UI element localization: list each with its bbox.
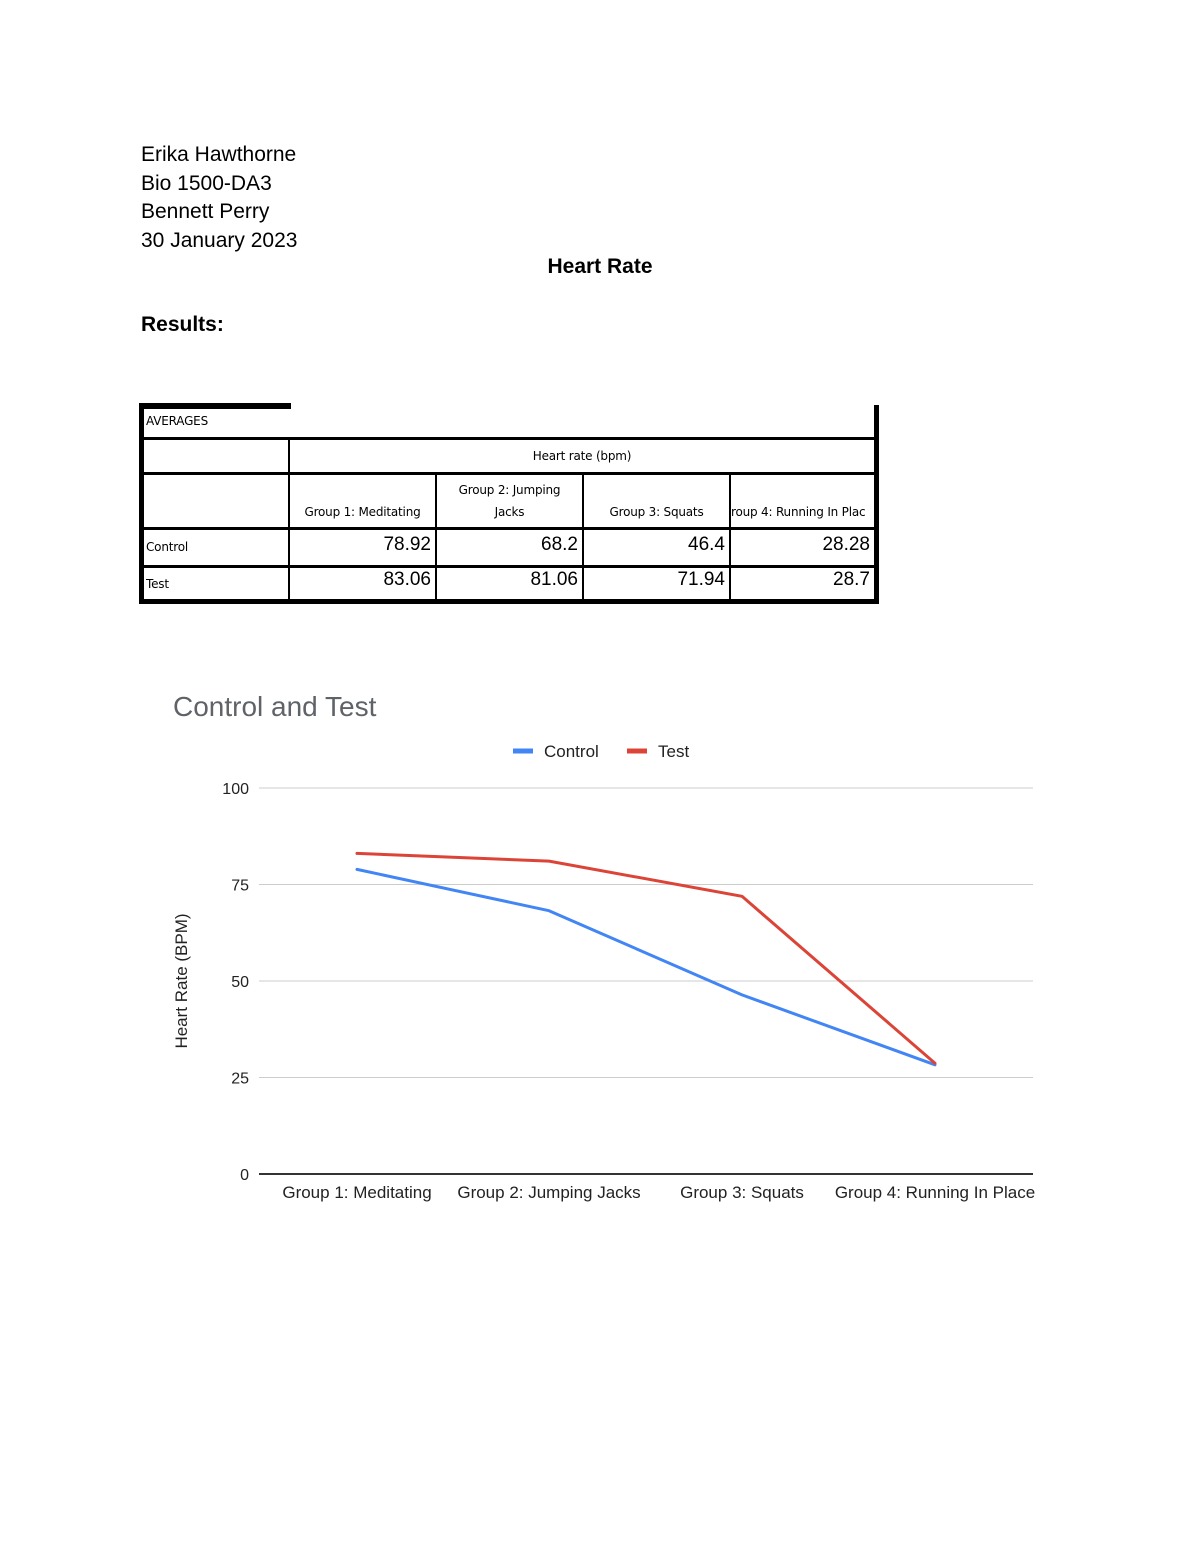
series-line-control — [357, 869, 935, 1064]
y-tick-label: 25 — [231, 1070, 249, 1088]
table-top-border — [139, 403, 291, 409]
column-header: Group 1: Meditating — [304, 505, 421, 519]
chart-canvas — [160, 670, 1060, 1230]
document-header — [141, 141, 297, 255]
document-title: Heart Rate — [547, 255, 653, 278]
document-date: 30 January 2023 — [141, 228, 298, 252]
table-rule — [143, 527, 877, 530]
line-chart — [160, 670, 1060, 1230]
legend-label-test: Test — [658, 742, 690, 761]
y-tick-label: 100 — [222, 781, 249, 798]
table-rule — [143, 565, 877, 568]
chart-title: Control and Test — [173, 691, 377, 722]
table-rule — [143, 472, 877, 475]
table-right-border — [874, 405, 879, 603]
table-caption: AVERAGES — [146, 414, 208, 428]
legend-label-control: Control — [544, 742, 599, 761]
column-header-line2: Jacks — [494, 505, 525, 519]
table-bottom-border — [139, 599, 879, 604]
x-tick-label: Group 1: Meditating — [282, 1183, 432, 1202]
y-tick-label: 50 — [231, 974, 249, 991]
table-cell: 83.06 — [383, 569, 431, 590]
table-cell: 28.7 — [833, 569, 870, 590]
y-axis-label: Heart Rate (BPM) — [172, 913, 191, 1049]
table-cell: 78.92 — [383, 534, 431, 555]
table-cell: 81.06 — [530, 569, 578, 590]
author-name: Erika Hawthorne — [141, 143, 297, 166]
column-header: Group 3: Squats — [609, 505, 704, 519]
y-tick-label: 75 — [231, 877, 249, 895]
table-left-border — [139, 407, 144, 603]
x-tick-label: Group 2: Jumping Jacks — [457, 1183, 641, 1202]
x-tick-label: Group 3: Squats — [680, 1183, 804, 1202]
table-cell: 68.2 — [541, 534, 578, 555]
row-label: Control — [146, 540, 188, 554]
table-rule — [143, 437, 877, 440]
column-header: roup 4: Running In Plac — [731, 505, 866, 519]
course-code: Bio 1500-DA3 — [141, 171, 272, 195]
table-cell: 28.28 — [822, 534, 870, 555]
instructor-name: Bennett Perry — [141, 200, 270, 223]
row-label: Test — [146, 577, 169, 591]
table-header: Heart rate (bpm) — [532, 449, 632, 463]
x-tick-label: Group 4: Running In Place — [834, 1183, 1036, 1202]
column-header: Group 2: Jumping — [458, 483, 561, 497]
y-tick-label: 0 — [240, 1167, 249, 1184]
table-cell: 71.94 — [677, 569, 725, 590]
averages-table — [139, 403, 879, 605]
table-cell: 46.4 — [688, 534, 725, 555]
results-heading: Results: — [141, 313, 224, 336]
